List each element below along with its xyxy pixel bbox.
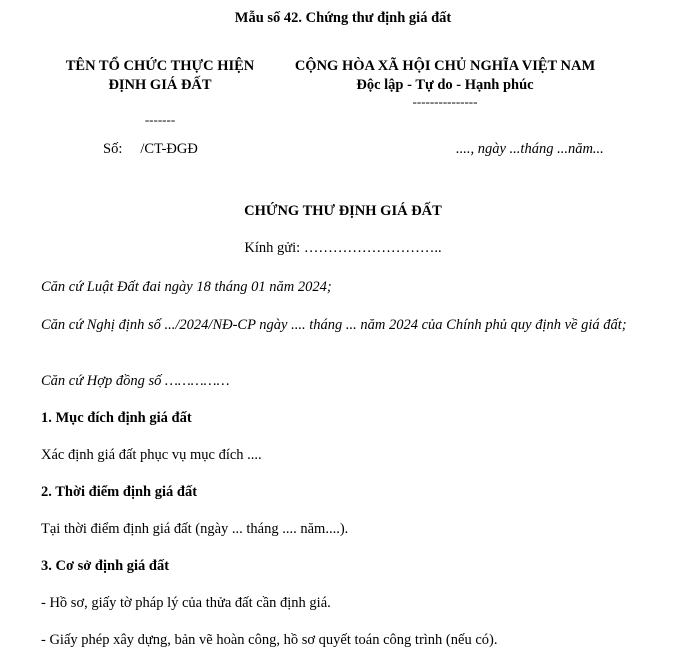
document-number-label: Số: xyxy=(103,141,123,157)
form-number: Mẫu số 42. Chứng thư định giá đất xyxy=(234,10,452,26)
recipient-line: Kính gửi: ……………………….. xyxy=(244,240,442,256)
section-paragraph: Tại thời điểm định giá đất (ngày ... tháng .... năm....). xyxy=(41,521,349,537)
basis-contract: Căn cứ Hợp đồng số …………… xyxy=(41,373,230,389)
motto-divider: --------------- xyxy=(412,94,478,109)
section-paragraph: Xác định giá đất phục vụ mục đích .... xyxy=(41,447,262,463)
basis-decree: Căn cứ Nghị định số .../2024/NĐ-CP ngày .... tháng ... năm 2024 của Chính phủ quy định về giá đất; xyxy=(41,317,627,333)
national-motto: Độc lập - Tự do - Hạnh phúc xyxy=(356,77,534,93)
section-heading: 1. Mục đích định giá đất xyxy=(41,410,192,426)
document-number-code: /CT-ĐGĐ xyxy=(140,141,198,157)
list-item: - Giấy phép xây dựng, bản vẽ hoàn công, hồ sơ quyết toán công trình (nếu có). xyxy=(41,632,498,648)
national-title: CỘNG HÒA XÃ HỘI CHỦ NGHĨA VIỆT NAM xyxy=(294,58,596,74)
basis-law: Căn cứ Luật Đất đai ngày 18 tháng 01 năm 2024; xyxy=(41,279,332,295)
organization-name: TÊN TỔ CHỨC THỰC HIỆN ĐỊNH GIÁ ĐẤT xyxy=(65,58,255,93)
document-number xyxy=(103,141,198,158)
date-line: ...., ngày ...tháng ...năm... xyxy=(456,141,604,157)
section-heading: 3. Cơ sở định giá đất xyxy=(41,558,170,574)
document-title: CHỨNG THƯ ĐỊNH GIÁ ĐẤT xyxy=(244,203,442,219)
organization-divider: ------- xyxy=(144,112,176,127)
section-heading: 2. Thời điểm định giá đất xyxy=(41,484,198,500)
list-item: - Hồ sơ, giấy tờ pháp lý của thửa đất cần định giá. xyxy=(41,595,331,611)
